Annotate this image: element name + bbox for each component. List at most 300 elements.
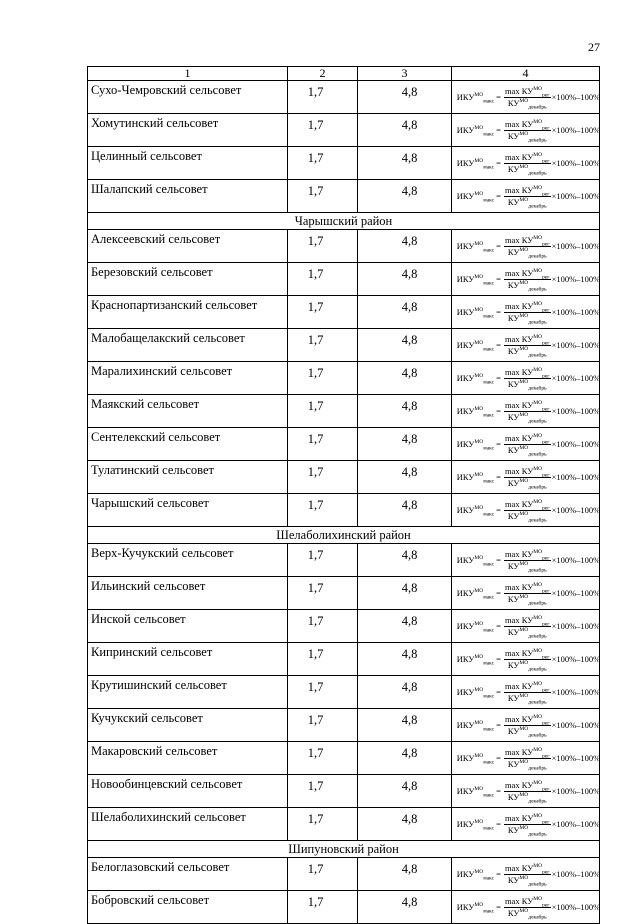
table-row xyxy=(88,329,600,362)
table-row xyxy=(88,610,600,643)
formula-fraction xyxy=(504,432,551,458)
table-row xyxy=(88,858,600,891)
formula-denominator: $КУ^{МО}_{декабрь}$ xyxy=(507,874,547,888)
value-col2: 1,7 xyxy=(288,263,358,296)
municipality-name: Сухо-Чемровский сельсовет xyxy=(88,81,288,114)
value-col3: 4,8 xyxy=(358,428,452,461)
formula-tail: ×100%–100% xyxy=(551,504,601,515)
municipality-name: Бобровский сельсовет xyxy=(88,891,288,924)
formula-numerator: $\max КУ^{МО}_{рег}$ xyxy=(504,399,550,413)
table-row xyxy=(88,428,600,461)
formula-equals: = xyxy=(496,504,501,515)
formula-tail: ×100%–100% xyxy=(551,471,601,482)
table-row xyxy=(88,296,600,329)
municipality-name: Крутишинский сельсовет xyxy=(88,676,288,709)
tariff-table xyxy=(87,66,600,924)
formula-fraction xyxy=(504,862,551,888)
value-col2: 1,7 xyxy=(288,709,358,742)
formula-equals: = xyxy=(496,818,501,829)
municipality-name: Тулатинский сельсовет xyxy=(88,461,288,494)
formula-denominator: $КУ^{МО}_{декабрь}$ xyxy=(507,725,547,739)
formula-cell xyxy=(452,180,600,213)
index-formula xyxy=(452,581,601,607)
formula-equals: = xyxy=(496,719,501,730)
index-formula xyxy=(452,234,601,260)
formula-cell xyxy=(452,610,600,643)
formula-lhs: $ИКУ^{МО}_{макс}$ xyxy=(456,620,495,634)
index-formula xyxy=(452,184,601,210)
index-formula xyxy=(452,614,601,640)
formula-fraction xyxy=(504,267,551,293)
index-formula xyxy=(452,432,601,458)
table-row xyxy=(88,147,600,180)
formula-fraction xyxy=(504,300,551,326)
index-formula xyxy=(452,746,601,772)
formula-numerator: $\max КУ^{МО}_{рег}$ xyxy=(504,432,550,446)
value-col3: 4,8 xyxy=(358,230,452,263)
value-col3: 4,8 xyxy=(358,494,452,527)
value-col3: 4,8 xyxy=(358,329,452,362)
formula-denominator: $КУ^{МО}_{декабрь}$ xyxy=(507,758,547,772)
formula-cell xyxy=(452,775,600,808)
formula-equals: = xyxy=(496,339,501,350)
formula-cell xyxy=(452,742,600,775)
municipality-name: Краснопартизанский сельсовет xyxy=(88,296,288,329)
formula-lhs: $ИКУ^{МО}_{макс}$ xyxy=(456,653,495,667)
formula-numerator: $\max КУ^{МО}_{рег}$ xyxy=(504,862,550,876)
formula-tail: ×100%–100% xyxy=(551,240,601,251)
table-row xyxy=(88,544,600,577)
value-col3: 4,8 xyxy=(358,147,452,180)
value-col2: 1,7 xyxy=(288,494,358,527)
district-name: Шелаболихинский район xyxy=(88,527,600,544)
formula-fraction xyxy=(504,895,551,921)
formula-tail: ×100%–100% xyxy=(551,785,601,796)
formula-cell xyxy=(452,891,600,924)
value-col3: 4,8 xyxy=(358,610,452,643)
formula-fraction xyxy=(504,399,551,425)
index-formula xyxy=(452,85,601,111)
formula-tail: ×100%–100% xyxy=(551,190,601,201)
municipality-name: Кипринский сельсовет xyxy=(88,643,288,676)
formula-denominator: $КУ^{МО}_{декабрь}$ xyxy=(507,626,547,640)
municipality-name: Маякский сельсовет xyxy=(88,395,288,428)
municipality-name: Новообинцевский сельсовет xyxy=(88,775,288,808)
formula-denominator: $КУ^{МО}_{декабрь}$ xyxy=(507,345,547,359)
index-formula xyxy=(452,267,601,293)
formula-lhs: $ИКУ^{МО}_{макс}$ xyxy=(456,240,495,254)
formula-denominator: $КУ^{МО}_{декабрь}$ xyxy=(507,444,547,458)
index-formula xyxy=(452,862,601,888)
index-formula xyxy=(452,812,601,838)
formula-lhs: $ИКУ^{МО}_{макс}$ xyxy=(456,438,495,452)
value-col2: 1,7 xyxy=(288,891,358,924)
value-col2: 1,7 xyxy=(288,395,358,428)
formula-numerator: $\max КУ^{МО}_{рег}$ xyxy=(504,118,550,132)
formula-numerator: $\max КУ^{МО}_{рег}$ xyxy=(504,234,550,248)
formula-cell xyxy=(452,147,600,180)
formula-fraction xyxy=(504,366,551,392)
formula-tail: ×100%–100% xyxy=(551,587,601,598)
formula-lhs: $ИКУ^{МО}_{макс}$ xyxy=(456,124,495,138)
formula-denominator: $КУ^{МО}_{декабрь}$ xyxy=(507,312,547,326)
formula-fraction xyxy=(504,184,551,210)
municipality-name: Маралихинский сельсовет xyxy=(88,362,288,395)
formula-numerator: $\max КУ^{МО}_{рег}$ xyxy=(504,333,550,347)
column-header-3: 3 xyxy=(358,67,452,81)
value-col3: 4,8 xyxy=(358,180,452,213)
municipality-name: Сентелекский сельсовет xyxy=(88,428,288,461)
formula-numerator: $\max КУ^{МО}_{рег}$ xyxy=(504,779,550,793)
table-row xyxy=(88,577,600,610)
formula-lhs: $ИКУ^{МО}_{макс}$ xyxy=(456,868,495,882)
formula-cell xyxy=(452,494,600,527)
index-formula xyxy=(452,333,601,359)
formula-cell xyxy=(452,858,600,891)
formula-equals: = xyxy=(496,438,501,449)
formula-lhs: $ИКУ^{МО}_{макс}$ xyxy=(456,587,495,601)
index-formula xyxy=(452,895,601,921)
formula-equals: = xyxy=(496,306,501,317)
formula-lhs: $ИКУ^{МО}_{макс}$ xyxy=(456,157,495,171)
formula-tail: ×100%–100% xyxy=(551,620,601,631)
value-col2: 1,7 xyxy=(288,775,358,808)
value-col3: 4,8 xyxy=(358,114,452,147)
value-col3: 4,8 xyxy=(358,296,452,329)
municipality-name: Белоглазовский сельсовет xyxy=(88,858,288,891)
formula-tail: ×100%–100% xyxy=(551,868,601,879)
formula-denominator: $КУ^{МО}_{декабрь}$ xyxy=(507,246,547,260)
formula-lhs: $ИКУ^{МО}_{макс}$ xyxy=(456,554,495,568)
table-row xyxy=(88,808,600,841)
index-formula xyxy=(452,118,601,144)
formula-lhs: $ИКУ^{МО}_{макс}$ xyxy=(456,339,495,353)
formula-fraction xyxy=(504,680,551,706)
formula-equals: = xyxy=(496,471,501,482)
formula-tail: ×100%–100% xyxy=(551,686,601,697)
formula-numerator: $\max КУ^{МО}_{рег}$ xyxy=(504,548,550,562)
municipality-name: Хомутинский сельсовет xyxy=(88,114,288,147)
municipality-name: Макаровский сельсовет xyxy=(88,742,288,775)
formula-cell xyxy=(452,544,600,577)
index-formula xyxy=(452,300,601,326)
municipality-name: Ильинский сельсовет xyxy=(88,577,288,610)
formula-cell xyxy=(452,114,600,147)
district-name: Шипуновский район xyxy=(88,841,600,858)
formula-cell xyxy=(452,461,600,494)
formula-numerator: $\max КУ^{МО}_{рег}$ xyxy=(504,746,550,760)
formula-lhs: $ИКУ^{МО}_{макс}$ xyxy=(456,901,495,915)
formula-equals: = xyxy=(496,372,501,383)
value-col3: 4,8 xyxy=(358,577,452,610)
index-formula xyxy=(452,647,601,673)
index-formula xyxy=(452,713,601,739)
formula-tail: ×100%–100% xyxy=(551,306,601,317)
column-header-1: 1 xyxy=(88,67,288,81)
formula-tail: ×100%–100% xyxy=(551,91,601,102)
formula-fraction xyxy=(504,234,551,260)
formula-cell xyxy=(452,643,600,676)
formula-equals: = xyxy=(496,653,501,664)
value-col2: 1,7 xyxy=(288,676,358,709)
formula-lhs: $ИКУ^{МО}_{макс}$ xyxy=(456,818,495,832)
formula-denominator: $КУ^{МО}_{декабрь}$ xyxy=(507,279,547,293)
formula-equals: = xyxy=(496,190,501,201)
table-row xyxy=(88,114,600,147)
index-formula xyxy=(452,548,601,574)
formula-numerator: $\max КУ^{МО}_{рег}$ xyxy=(504,812,550,826)
formula-cell xyxy=(452,296,600,329)
formula-numerator: $\max КУ^{МО}_{рег}$ xyxy=(504,647,550,661)
value-col2: 1,7 xyxy=(288,114,358,147)
formula-equals: = xyxy=(496,868,501,879)
table-row xyxy=(88,81,600,114)
formula-tail: ×100%–100% xyxy=(551,719,601,730)
formula-lhs: $ИКУ^{МО}_{макс}$ xyxy=(456,686,495,700)
formula-cell xyxy=(452,577,600,610)
formula-denominator: $КУ^{МО}_{декабрь}$ xyxy=(507,130,547,144)
value-col2: 1,7 xyxy=(288,428,358,461)
formula-fraction xyxy=(504,614,551,640)
formula-numerator: $\max КУ^{МО}_{рег}$ xyxy=(504,465,550,479)
value-col2: 1,7 xyxy=(288,362,358,395)
formula-equals: = xyxy=(496,405,501,416)
formula-fraction xyxy=(504,498,551,524)
formula-fraction xyxy=(504,581,551,607)
district-row xyxy=(88,213,600,230)
value-col2: 1,7 xyxy=(288,577,358,610)
formula-tail: ×100%–100% xyxy=(551,653,601,664)
municipality-name: Березовский сельсовет xyxy=(88,263,288,296)
formula-numerator: $\max КУ^{МО}_{рег}$ xyxy=(504,581,550,595)
formula-cell xyxy=(452,362,600,395)
formula-numerator: $\max КУ^{МО}_{рег}$ xyxy=(504,184,550,198)
formula-numerator: $\max КУ^{МО}_{рег}$ xyxy=(504,713,550,727)
value-col3: 4,8 xyxy=(358,263,452,296)
formula-denominator: $КУ^{МО}_{декабрь}$ xyxy=(507,97,547,111)
value-col2: 1,7 xyxy=(288,180,358,213)
formula-numerator: $\max КУ^{МО}_{рег}$ xyxy=(504,85,550,99)
table-row xyxy=(88,775,600,808)
formula-cell xyxy=(452,808,600,841)
formula-denominator: $КУ^{МО}_{декабрь}$ xyxy=(507,791,547,805)
formula-equals: = xyxy=(496,620,501,631)
table-row xyxy=(88,230,600,263)
value-col3: 4,8 xyxy=(358,676,452,709)
value-col3: 4,8 xyxy=(358,742,452,775)
table-header-row xyxy=(88,67,600,81)
formula-lhs: $ИКУ^{МО}_{макс}$ xyxy=(456,372,495,386)
formula-denominator: $КУ^{МО}_{декабрь}$ xyxy=(507,560,547,574)
formula-tail: ×100%–100% xyxy=(551,339,601,350)
index-formula xyxy=(452,366,601,392)
formula-lhs: $ИКУ^{МО}_{макс}$ xyxy=(456,405,495,419)
municipality-name: Шалапский сельсовет xyxy=(88,180,288,213)
formula-denominator: $КУ^{МО}_{декабрь}$ xyxy=(507,477,547,491)
value-col3: 4,8 xyxy=(358,395,452,428)
formula-denominator: $КУ^{МО}_{декабрь}$ xyxy=(507,163,547,177)
formula-equals: = xyxy=(496,901,501,912)
formula-cell xyxy=(452,81,600,114)
formula-denominator: $КУ^{МО}_{декабрь}$ xyxy=(507,510,547,524)
value-col2: 1,7 xyxy=(288,230,358,263)
formula-fraction xyxy=(504,85,551,111)
value-col3: 4,8 xyxy=(358,461,452,494)
formula-tail: ×100%–100% xyxy=(551,273,601,284)
formula-lhs: $ИКУ^{МО}_{макс}$ xyxy=(456,504,495,518)
column-header-4: 4 xyxy=(452,67,600,81)
formula-tail: ×100%–100% xyxy=(551,818,601,829)
value-col3: 4,8 xyxy=(358,709,452,742)
formula-numerator: $\max КУ^{МО}_{рег}$ xyxy=(504,151,550,165)
municipality-name: Малобащелакский сельсовет xyxy=(88,329,288,362)
formula-fraction xyxy=(504,333,551,359)
value-col3: 4,8 xyxy=(358,891,452,924)
district-row xyxy=(88,527,600,544)
value-col3: 4,8 xyxy=(358,858,452,891)
table-row xyxy=(88,461,600,494)
table-row xyxy=(88,742,600,775)
value-col2: 1,7 xyxy=(288,858,358,891)
formula-lhs: $ИКУ^{МО}_{макс}$ xyxy=(456,752,495,766)
municipality-name: Целинный сельсовет xyxy=(88,147,288,180)
value-col2: 1,7 xyxy=(288,742,358,775)
value-col2: 1,7 xyxy=(288,461,358,494)
formula-equals: = xyxy=(496,686,501,697)
index-formula xyxy=(452,498,601,524)
formula-denominator: $КУ^{МО}_{декабрь}$ xyxy=(507,378,547,392)
table-body xyxy=(88,81,600,924)
formula-numerator: $\max КУ^{МО}_{рег}$ xyxy=(504,614,550,628)
formula-equals: = xyxy=(496,587,501,598)
formula-numerator: $\max КУ^{МО}_{рег}$ xyxy=(504,895,550,909)
formula-equals: = xyxy=(496,554,501,565)
value-col3: 4,8 xyxy=(358,544,452,577)
formula-equals: = xyxy=(496,91,501,102)
formula-numerator: $\max КУ^{МО}_{рег}$ xyxy=(504,300,550,314)
municipality-name: Инской сельсовет xyxy=(88,610,288,643)
formula-cell xyxy=(452,329,600,362)
table-row xyxy=(88,676,600,709)
formula-fraction xyxy=(504,465,551,491)
page-number: 27 xyxy=(588,40,600,54)
formula-tail: ×100%–100% xyxy=(551,438,601,449)
formula-denominator: $КУ^{МО}_{декабрь}$ xyxy=(507,196,547,210)
formula-equals: = xyxy=(496,157,501,168)
formula-fraction xyxy=(504,647,551,673)
value-col2: 1,7 xyxy=(288,329,358,362)
value-col2: 1,7 xyxy=(288,147,358,180)
formula-cell xyxy=(452,709,600,742)
formula-fraction xyxy=(504,812,551,838)
value-col3: 4,8 xyxy=(358,808,452,841)
formula-cell xyxy=(452,428,600,461)
formula-equals: = xyxy=(496,273,501,284)
formula-equals: = xyxy=(496,752,501,763)
formula-lhs: $ИКУ^{МО}_{макс}$ xyxy=(456,273,495,287)
municipality-name: Шелаболихинский сельсовет xyxy=(88,808,288,841)
formula-tail: ×100%–100% xyxy=(551,157,601,168)
value-col2: 1,7 xyxy=(288,296,358,329)
value-col2: 1,7 xyxy=(288,643,358,676)
index-formula xyxy=(452,680,601,706)
formula-tail: ×100%–100% xyxy=(551,554,601,565)
value-col3: 4,8 xyxy=(358,362,452,395)
formula-tail: ×100%–100% xyxy=(551,124,601,135)
formula-numerator: $\max КУ^{МО}_{рег}$ xyxy=(504,680,550,694)
formula-lhs: $ИКУ^{МО}_{макс}$ xyxy=(456,306,495,320)
formula-lhs: $ИКУ^{МО}_{макс}$ xyxy=(456,785,495,799)
formula-lhs: $ИКУ^{МО}_{макс}$ xyxy=(456,190,495,204)
formula-tail: ×100%–100% xyxy=(551,405,601,416)
value-col3: 4,8 xyxy=(358,643,452,676)
value-col2: 1,7 xyxy=(288,808,358,841)
column-header-2: 2 xyxy=(288,67,358,81)
municipality-name: Верх-Кучукский сельсовет xyxy=(88,544,288,577)
formula-fraction xyxy=(504,118,551,144)
formula-fraction xyxy=(504,746,551,772)
formula-denominator: $КУ^{МО}_{декабрь}$ xyxy=(507,411,547,425)
formula-lhs: $ИКУ^{МО}_{макс}$ xyxy=(456,91,495,105)
table-row xyxy=(88,494,600,527)
formula-lhs: $ИКУ^{МО}_{макс}$ xyxy=(456,719,495,733)
formula-tail: ×100%–100% xyxy=(551,372,601,383)
table-row xyxy=(88,643,600,676)
value-col2: 1,7 xyxy=(288,544,358,577)
formula-equals: = xyxy=(496,124,501,135)
index-formula xyxy=(452,399,601,425)
index-formula xyxy=(452,779,601,805)
municipality-name: Алексеевский сельсовет xyxy=(88,230,288,263)
formula-fraction xyxy=(504,713,551,739)
table-row xyxy=(88,395,600,428)
table-row xyxy=(88,180,600,213)
formula-cell xyxy=(452,230,600,263)
formula-cell xyxy=(452,263,600,296)
value-col2: 1,7 xyxy=(288,81,358,114)
formula-equals: = xyxy=(496,240,501,251)
municipality-name: Чарышский сельсовет xyxy=(88,494,288,527)
formula-denominator: $КУ^{МО}_{декабрь}$ xyxy=(507,659,547,673)
value-col2: 1,7 xyxy=(288,610,358,643)
formula-numerator: $\max КУ^{МО}_{рег}$ xyxy=(504,267,550,281)
table-row xyxy=(88,891,600,924)
formula-fraction xyxy=(504,548,551,574)
formula-fraction xyxy=(504,779,551,805)
formula-tail: ×100%–100% xyxy=(551,901,601,912)
value-col3: 4,8 xyxy=(358,775,452,808)
municipality-name: Кучукский сельсовет xyxy=(88,709,288,742)
table-row xyxy=(88,709,600,742)
formula-denominator: $КУ^{МО}_{декабрь}$ xyxy=(507,692,547,706)
formula-numerator: $\max КУ^{МО}_{рег}$ xyxy=(504,498,550,512)
formula-denominator: $КУ^{МО}_{декабрь}$ xyxy=(507,824,547,838)
formula-cell xyxy=(452,395,600,428)
table-row xyxy=(88,263,600,296)
district-name: Чарышский район xyxy=(88,213,600,230)
formula-equals: = xyxy=(496,785,501,796)
formula-fraction xyxy=(504,151,551,177)
formula-denominator: $КУ^{МО}_{декабрь}$ xyxy=(507,907,547,921)
formula-lhs: $ИКУ^{МО}_{макс}$ xyxy=(456,471,495,485)
formula-denominator: $КУ^{МО}_{декабрь}$ xyxy=(507,593,547,607)
index-formula xyxy=(452,151,601,177)
value-col3: 4,8 xyxy=(358,81,452,114)
formula-tail: ×100%–100% xyxy=(551,752,601,763)
district-row xyxy=(88,841,600,858)
formula-numerator: $\max КУ^{МО}_{рег}$ xyxy=(504,366,550,380)
index-formula xyxy=(452,465,601,491)
